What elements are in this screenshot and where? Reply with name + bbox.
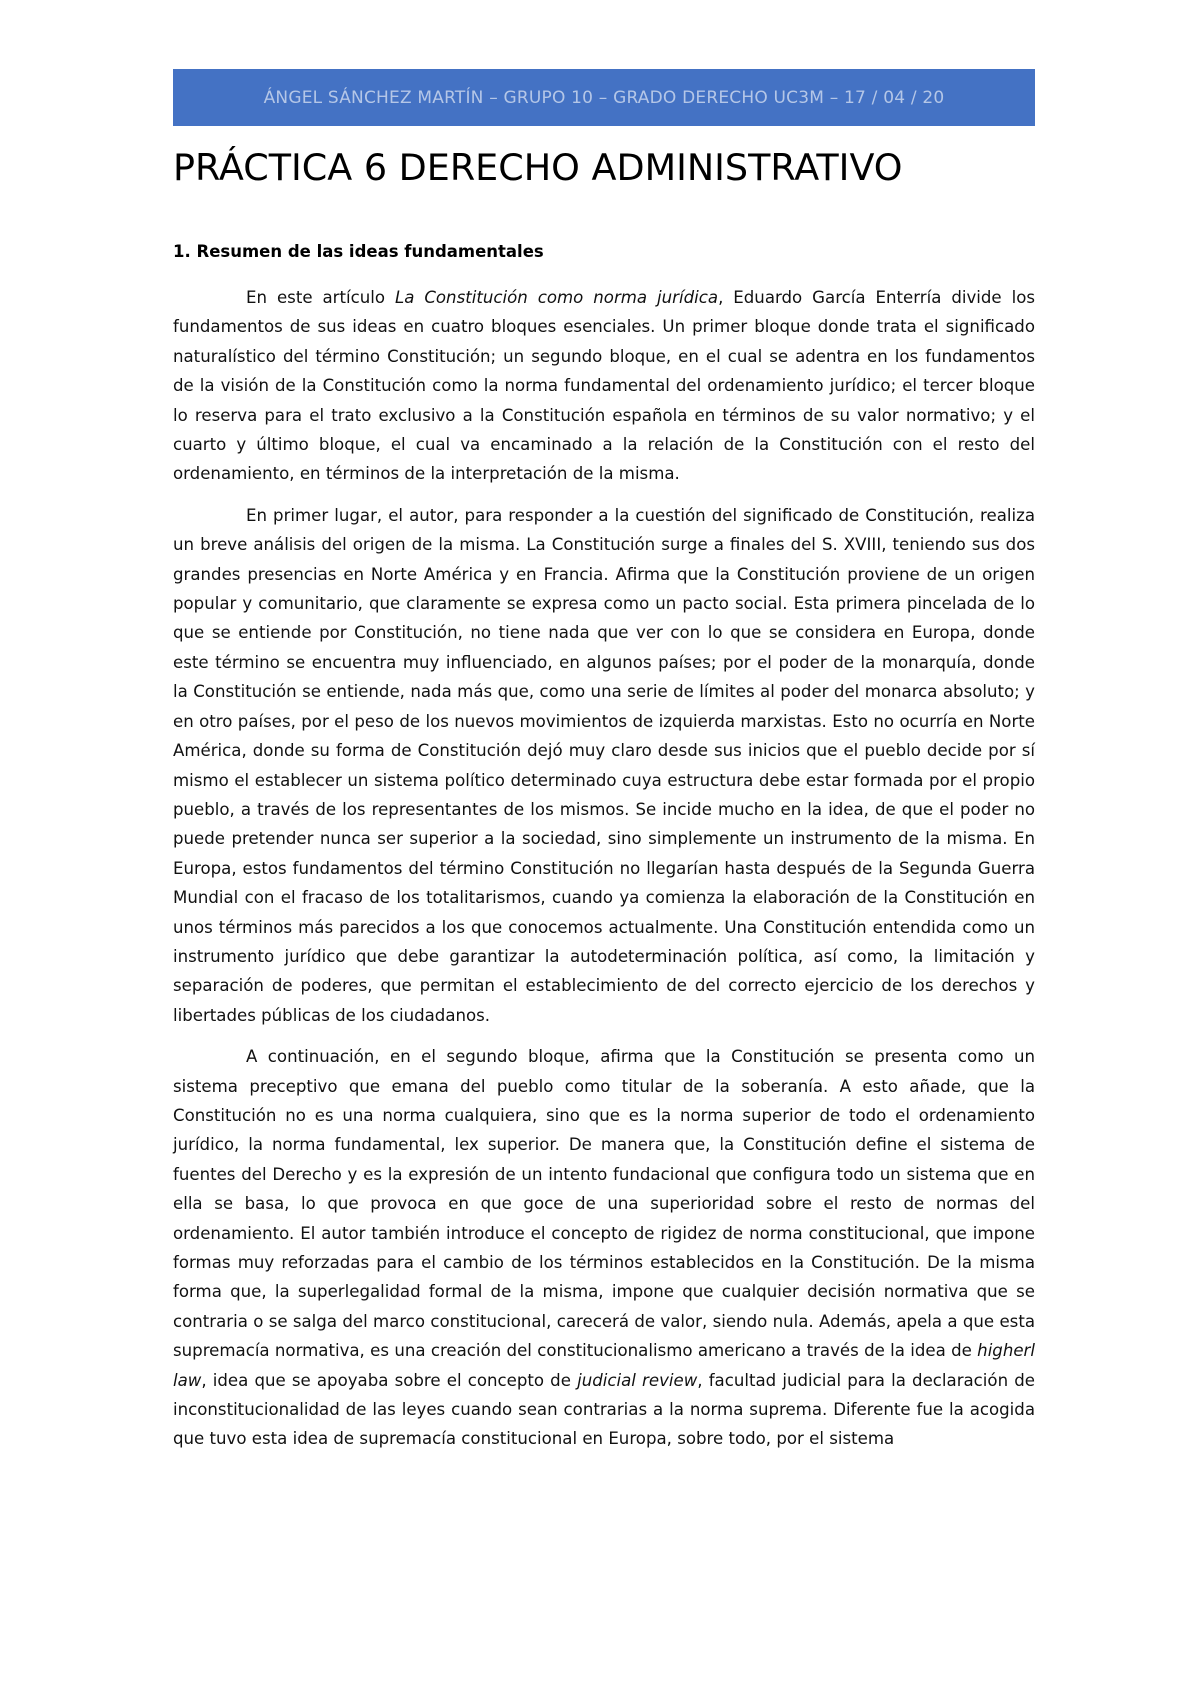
paragraph-3-text-middle: , idea que se apoyaba sobre el concepto de: [201, 1370, 578, 1390]
header-text: ÁNGEL SÁNCHEZ MARTÍN – GRUPO 10 – GRADO DERECHO UC3M – 17 / 04 / 20: [263, 87, 945, 108]
paragraph-2: En primer lugar, el autor, para responder a la cuestión del significado de Constitución, realiza un breve análisis del origen de la misma. La Constitución surge a finales del S. XVIII, teniendo sus dos grandes presencias en Norte América y en Francia. Afirma que la Constitución proviene de un origen popular y comunitario, que claramente se expresa como un pacto social. Esta primera pincelada de lo que se entiende por Constitución, no tiene nada que ver con lo que se considera en Europa, donde este término se encuentra muy influenciado, en algunos países; por el poder de la monarquía, donde la Constitución se entiende, nada más que, como una serie de límites al poder del monarca absoluto; y en otro países, por el peso de los nuevos movimientos de izquierda marxistas. Esto no ocurría en Norte América, donde su forma de Constitución dejó muy claro desde sus inicios que el pueblo decide por sí mismo el establecer un sistema político determinado cuya estructura debe estar formada por el propio pueblo, a través de los representantes de los mismos. Se incide mucho en la idea, de que el poder no puede pretender nunca ser superior a la sociedad, sino simplemente un instrumento de la misma. En Europa, estos fundamentos del término Constitución no llegarían hasta después de la Segunda Guerra Mundial con el fracaso de los totalitarismos, cuando ya comienza la elaboración de la Constitución en unos términos más parecidos a los que conocemos actualmente. Una Constitución entendida como un instrumento jurídico que debe garantizar la autodeterminación política, así como, la limitación y separación de poderes, que permitan el establecimiento de del correcto ejercicio de los derechos y libertades públicas de los ciudadanos.: [173, 505, 1035, 1025]
paragraph-1-text-end: , Eduardo García Enterría divide los fundamentos de sus ideas en cuatro bloques esenciales. Un primer bloque donde trata el significado naturalístico del término Constitución; un segundo bloque, en el cual se adentra en los fundamentos de la visión de la Constitución como la norma fundamental del ordenamiento jurídico; el tercer bloque lo reserva para el trato exclusivo a la Constitución española en términos de su valor normativo; y el cuarto y último bloque, el cual va encaminado a la relación de la Constitución con el resto del ordenamiento, en términos de la interpretación de la misma.: [173, 288, 1035, 484]
article-title: La Constitución como norma jurídica: [394, 288, 719, 307]
paragraph-3: [173, 1042, 1035, 1454]
document-body: [173, 283, 1035, 1454]
document-title: PRÁCTICA 6 DERECHO ADMINISTRATIVO: [173, 146, 903, 189]
section-heading: 1. Resumen de las ideas fundamentales: [173, 242, 544, 261]
term-judicial-review: judicial review: [577, 1370, 698, 1390]
term-higher-law: higherl law: [173, 1341, 1035, 1390]
paragraph-3-text-start: A continuación, en el segundo bloque, afirma que la Constitución se presenta como un sistema preceptivo que emana del pueblo como titular de la soberanía. A esto añade, que la Constitución no es una norma cualquiera, sino que es la norma superior de todo el ordenamiento jurídico, la norma fundamental, lex superior. De manera que, la Constitución define el sistema de fuentes del Derecho y es la expresión de un intento fundacional que configura todo un sistema que en ella se basa, lo que provoca en que goce de una superioridad sobre el resto de normas del ordenamiento. El autor también introduce el concepto de rigidez de norma constitucional, que impone formas muy reforzadas para el cambio de los términos establecidos en la Constitución. De la misma forma que, la superlegalidad formal de la misma, impone que cualquier decisión normativa que se contraria o se salga del marco constitucional, carecerá de valor, siendo nula. Además, apela a que esta supremacía normativa, es una creación del constitucionalismo americano a través de la idea de: [173, 1047, 1035, 1361]
document-header-band: [173, 69, 1035, 126]
paragraph-3-text-end: , facultad judicial para la declaración de inconstitucionalidad de las leyes cuando sean contrarias a la norma suprema. Diferente fue la acogida que tuvo esta idea de supremacía constitucional en Europa, sobre todo, por el sistema: [173, 1370, 1035, 1449]
paragraph-1-text-start: En este artículo: [246, 288, 395, 307]
paragraph-1: [173, 283, 1035, 489]
